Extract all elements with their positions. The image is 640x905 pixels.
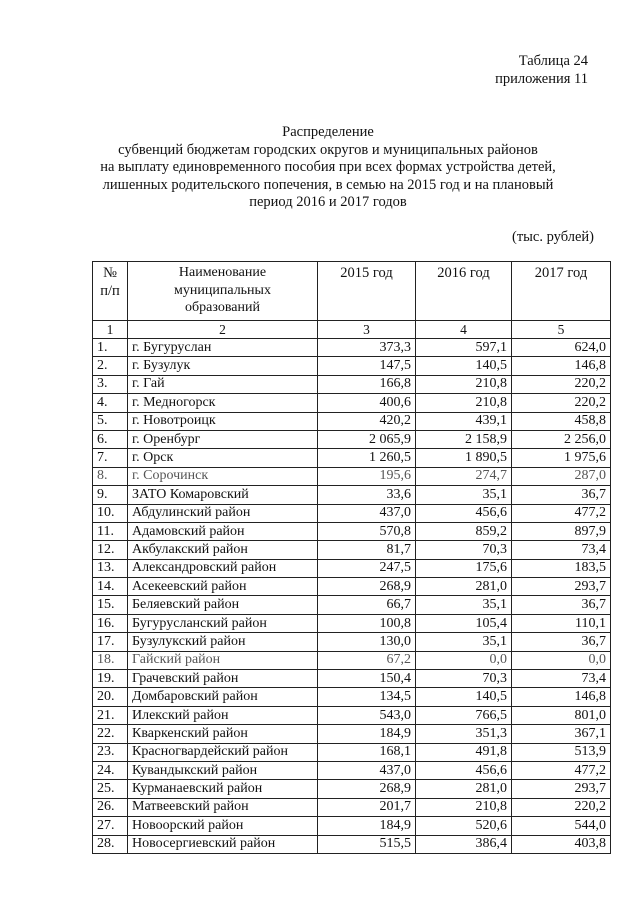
header-number: [93, 262, 128, 321]
value-2016: 597,1: [416, 339, 512, 357]
table-row: [93, 596, 611, 614]
municipality-name: г. Сорочинск: [128, 467, 318, 485]
title-line-5: период 2016 и 2017 годов: [249, 194, 407, 210]
table-row: [93, 559, 611, 577]
municipality-name: Красногвардейский район: [128, 743, 318, 761]
column-number: 5: [512, 321, 611, 339]
header-2016: 2016 год: [416, 262, 512, 321]
table-row: [93, 688, 611, 706]
row-number: 18.: [93, 651, 128, 669]
municipality-name: Матвеевский район: [128, 798, 318, 816]
value-2017: 367,1: [512, 725, 611, 743]
value-2017: 73,4: [512, 670, 611, 688]
value-2016: 766,5: [416, 706, 512, 724]
row-number: 16.: [93, 614, 128, 632]
value-2015: 130,0: [318, 633, 416, 651]
value-2017: 458,8: [512, 412, 611, 430]
table-row: [93, 357, 611, 375]
municipality-name: Акбулакский район: [128, 541, 318, 559]
row-number: 1.: [93, 339, 128, 357]
table-row: [93, 449, 611, 467]
value-2017: 36,7: [512, 633, 611, 651]
row-number: 14.: [93, 578, 128, 596]
table-row: [93, 670, 611, 688]
value-2015: 66,7: [318, 596, 416, 614]
municipality-name: Бугурусланский район: [128, 614, 318, 632]
value-2017: 73,4: [512, 541, 611, 559]
municipality-name: г. Орск: [128, 449, 318, 467]
value-2015: 543,0: [318, 706, 416, 724]
value-2016: 281,0: [416, 780, 512, 798]
value-2015: 168,1: [318, 743, 416, 761]
value-2015: 33,6: [318, 486, 416, 504]
table-row: [93, 798, 611, 816]
header-2015: 2015 год: [318, 262, 416, 321]
value-2015: 147,5: [318, 357, 416, 375]
municipality-name: Илекский район: [128, 706, 318, 724]
value-2016: 274,7: [416, 467, 512, 485]
row-number: 9.: [93, 486, 128, 504]
value-2017: 36,7: [512, 596, 611, 614]
row-number: 3.: [93, 375, 128, 393]
value-2015: 166,8: [318, 375, 416, 393]
municipality-name: Новосергиевский район: [128, 835, 318, 853]
table-row: [93, 817, 611, 835]
row-number: 23.: [93, 743, 128, 761]
column-number: 4: [416, 321, 512, 339]
header-name-text: Наименование муниципальных образований: [174, 265, 271, 315]
row-number: 24.: [93, 761, 128, 779]
row-number: 15.: [93, 596, 128, 614]
value-2016: 281,0: [416, 578, 512, 596]
table-row: [93, 835, 611, 853]
value-2015: 150,4: [318, 670, 416, 688]
row-number: 5.: [93, 412, 128, 430]
table-row: [93, 780, 611, 798]
municipality-name: Гайский район: [128, 651, 318, 669]
value-2016: 456,6: [416, 504, 512, 522]
municipality-name: Новоорский район: [128, 817, 318, 835]
value-2017: 293,7: [512, 780, 611, 798]
header-name: [128, 262, 318, 321]
header-2017: 2017 год: [512, 262, 611, 321]
value-2015: 184,9: [318, 725, 416, 743]
table-row: [93, 725, 611, 743]
value-2017: 220,2: [512, 798, 611, 816]
units-label: (тыс. рублей): [512, 229, 594, 245]
municipality-name: Бузулукский район: [128, 633, 318, 651]
value-2016: 105,4: [416, 614, 512, 632]
value-2017: 0,0: [512, 651, 611, 669]
row-number: 11.: [93, 522, 128, 540]
value-2017: 183,5: [512, 559, 611, 577]
row-number: 17.: [93, 633, 128, 651]
value-2015: 437,0: [318, 761, 416, 779]
value-2015: 81,7: [318, 541, 416, 559]
value-2016: 210,8: [416, 394, 512, 412]
municipality-name: Адамовский район: [128, 522, 318, 540]
row-number: 12.: [93, 541, 128, 559]
municipality-name: г. Гай: [128, 375, 318, 393]
value-2016: 0,0: [416, 651, 512, 669]
table-row: [93, 761, 611, 779]
municipality-name: г. Бугуруслан: [128, 339, 318, 357]
municipality-name: г. Новотроицк: [128, 412, 318, 430]
appendix-number: приложения 11: [495, 71, 588, 87]
value-2016: 35,1: [416, 596, 512, 614]
value-2016: 859,2: [416, 522, 512, 540]
value-2016: 456,6: [416, 761, 512, 779]
table-row: [93, 486, 611, 504]
value-2015: 373,3: [318, 339, 416, 357]
value-2016: 35,1: [416, 633, 512, 651]
value-2016: 210,8: [416, 375, 512, 393]
row-number: 25.: [93, 780, 128, 798]
table-header-row: [93, 262, 611, 321]
row-number: 4.: [93, 394, 128, 412]
table-row: [93, 394, 611, 412]
value-2016: 70,3: [416, 541, 512, 559]
table-row: [93, 339, 611, 357]
value-2017: 36,7: [512, 486, 611, 504]
value-2017: 1 975,6: [512, 449, 611, 467]
table-row: [93, 541, 611, 559]
row-number: 22.: [93, 725, 128, 743]
value-2015: 420,2: [318, 412, 416, 430]
row-number: 6.: [93, 430, 128, 448]
row-number: 8.: [93, 467, 128, 485]
municipality-name: Александровский район: [128, 559, 318, 577]
table-row: [93, 633, 611, 651]
value-2016: 351,3: [416, 725, 512, 743]
value-2016: 35,1: [416, 486, 512, 504]
value-2017: 2 256,0: [512, 430, 611, 448]
value-2017: 293,7: [512, 578, 611, 596]
municipality-name: Асекеевский район: [128, 578, 318, 596]
table-row: [93, 743, 611, 761]
table-row: [93, 375, 611, 393]
value-2017: 146,8: [512, 688, 611, 706]
value-2015: 268,9: [318, 780, 416, 798]
column-number-row: [93, 321, 611, 339]
value-2015: 1 260,5: [318, 449, 416, 467]
value-2016: 140,5: [416, 688, 512, 706]
value-2015: 515,5: [318, 835, 416, 853]
title-line-4: лишенных родительского попечения, в семью на 2015 год и на плановый: [102, 176, 554, 193]
value-2017: 403,8: [512, 835, 611, 853]
value-2017: 513,9: [512, 743, 611, 761]
value-2017: 287,0: [512, 467, 611, 485]
value-2016: 70,3: [416, 670, 512, 688]
municipality-name: Кувандыкский район: [128, 761, 318, 779]
title-line-3: на выплату единовременного пособия при всех формах устройства детей,: [100, 159, 556, 175]
table-number: Таблица 24: [518, 53, 588, 69]
row-number: 13.: [93, 559, 128, 577]
municipality-name: Грачевский район: [128, 670, 318, 688]
value-2015: 400,6: [318, 394, 416, 412]
row-number: 10.: [93, 504, 128, 522]
table-row: [93, 412, 611, 430]
value-2017: 220,2: [512, 375, 611, 393]
municipality-name: Беляевский район: [128, 596, 318, 614]
table-row: [93, 614, 611, 632]
value-2016: 520,6: [416, 817, 512, 835]
value-2015: 2 065,9: [318, 430, 416, 448]
table-row: [93, 651, 611, 669]
table-reference: [495, 52, 588, 88]
municipality-name: Курманаевский район: [128, 780, 318, 798]
column-number: 1: [93, 321, 128, 339]
value-2015: 100,8: [318, 614, 416, 632]
value-2015: 570,8: [318, 522, 416, 540]
value-2015: 195,6: [318, 467, 416, 485]
column-number: 3: [318, 321, 416, 339]
header-number-text: № п/п: [100, 265, 120, 299]
value-2016: 439,1: [416, 412, 512, 430]
municipality-name: ЗАТО Комаровский: [128, 486, 318, 504]
value-2017: 624,0: [512, 339, 611, 357]
value-2017: 110,1: [512, 614, 611, 632]
row-number: 26.: [93, 798, 128, 816]
value-2015: 201,7: [318, 798, 416, 816]
value-2017: 897,9: [512, 522, 611, 540]
value-2015: 247,5: [318, 559, 416, 577]
table-row: [93, 467, 611, 485]
row-number: 27.: [93, 817, 128, 835]
value-2017: 477,2: [512, 761, 611, 779]
column-number: 2: [128, 321, 318, 339]
municipality-name: г. Оренбург: [128, 430, 318, 448]
municipality-name: г. Бузулук: [128, 357, 318, 375]
row-number: 28.: [93, 835, 128, 853]
municipality-name: Кваркенский район: [128, 725, 318, 743]
value-2016: 2 158,9: [416, 430, 512, 448]
row-number: 2.: [93, 357, 128, 375]
row-number: 7.: [93, 449, 128, 467]
table-row: [93, 522, 611, 540]
value-2016: 175,6: [416, 559, 512, 577]
document-title: [60, 124, 596, 212]
value-2016: 1 890,5: [416, 449, 512, 467]
municipality-name: Абдулинский район: [128, 504, 318, 522]
value-2015: 67,2: [318, 651, 416, 669]
title-line-2: субвенций бюджетам городских округов и муниципальных районов: [118, 141, 538, 158]
value-2016: 491,8: [416, 743, 512, 761]
subsidy-table: [92, 261, 611, 854]
value-2015: 184,9: [318, 817, 416, 835]
value-2017: 220,2: [512, 394, 611, 412]
value-2016: 210,8: [416, 798, 512, 816]
value-2015: 437,0: [318, 504, 416, 522]
value-2015: 134,5: [318, 688, 416, 706]
table-row: [93, 706, 611, 724]
value-2017: 477,2: [512, 504, 611, 522]
value-2016: 140,5: [416, 357, 512, 375]
table-row: [93, 504, 611, 522]
row-number: 19.: [93, 670, 128, 688]
value-2017: 146,8: [512, 357, 611, 375]
value-2017: 801,0: [512, 706, 611, 724]
municipality-name: Домбаровский район: [128, 688, 318, 706]
title-line-1: Распределение: [282, 124, 374, 140]
value-2015: 268,9: [318, 578, 416, 596]
table-row: [93, 578, 611, 596]
table-row: [93, 430, 611, 448]
row-number: 20.: [93, 688, 128, 706]
value-2017: 544,0: [512, 817, 611, 835]
row-number: 21.: [93, 706, 128, 724]
value-2016: 386,4: [416, 835, 512, 853]
municipality-name: г. Медногорск: [128, 394, 318, 412]
